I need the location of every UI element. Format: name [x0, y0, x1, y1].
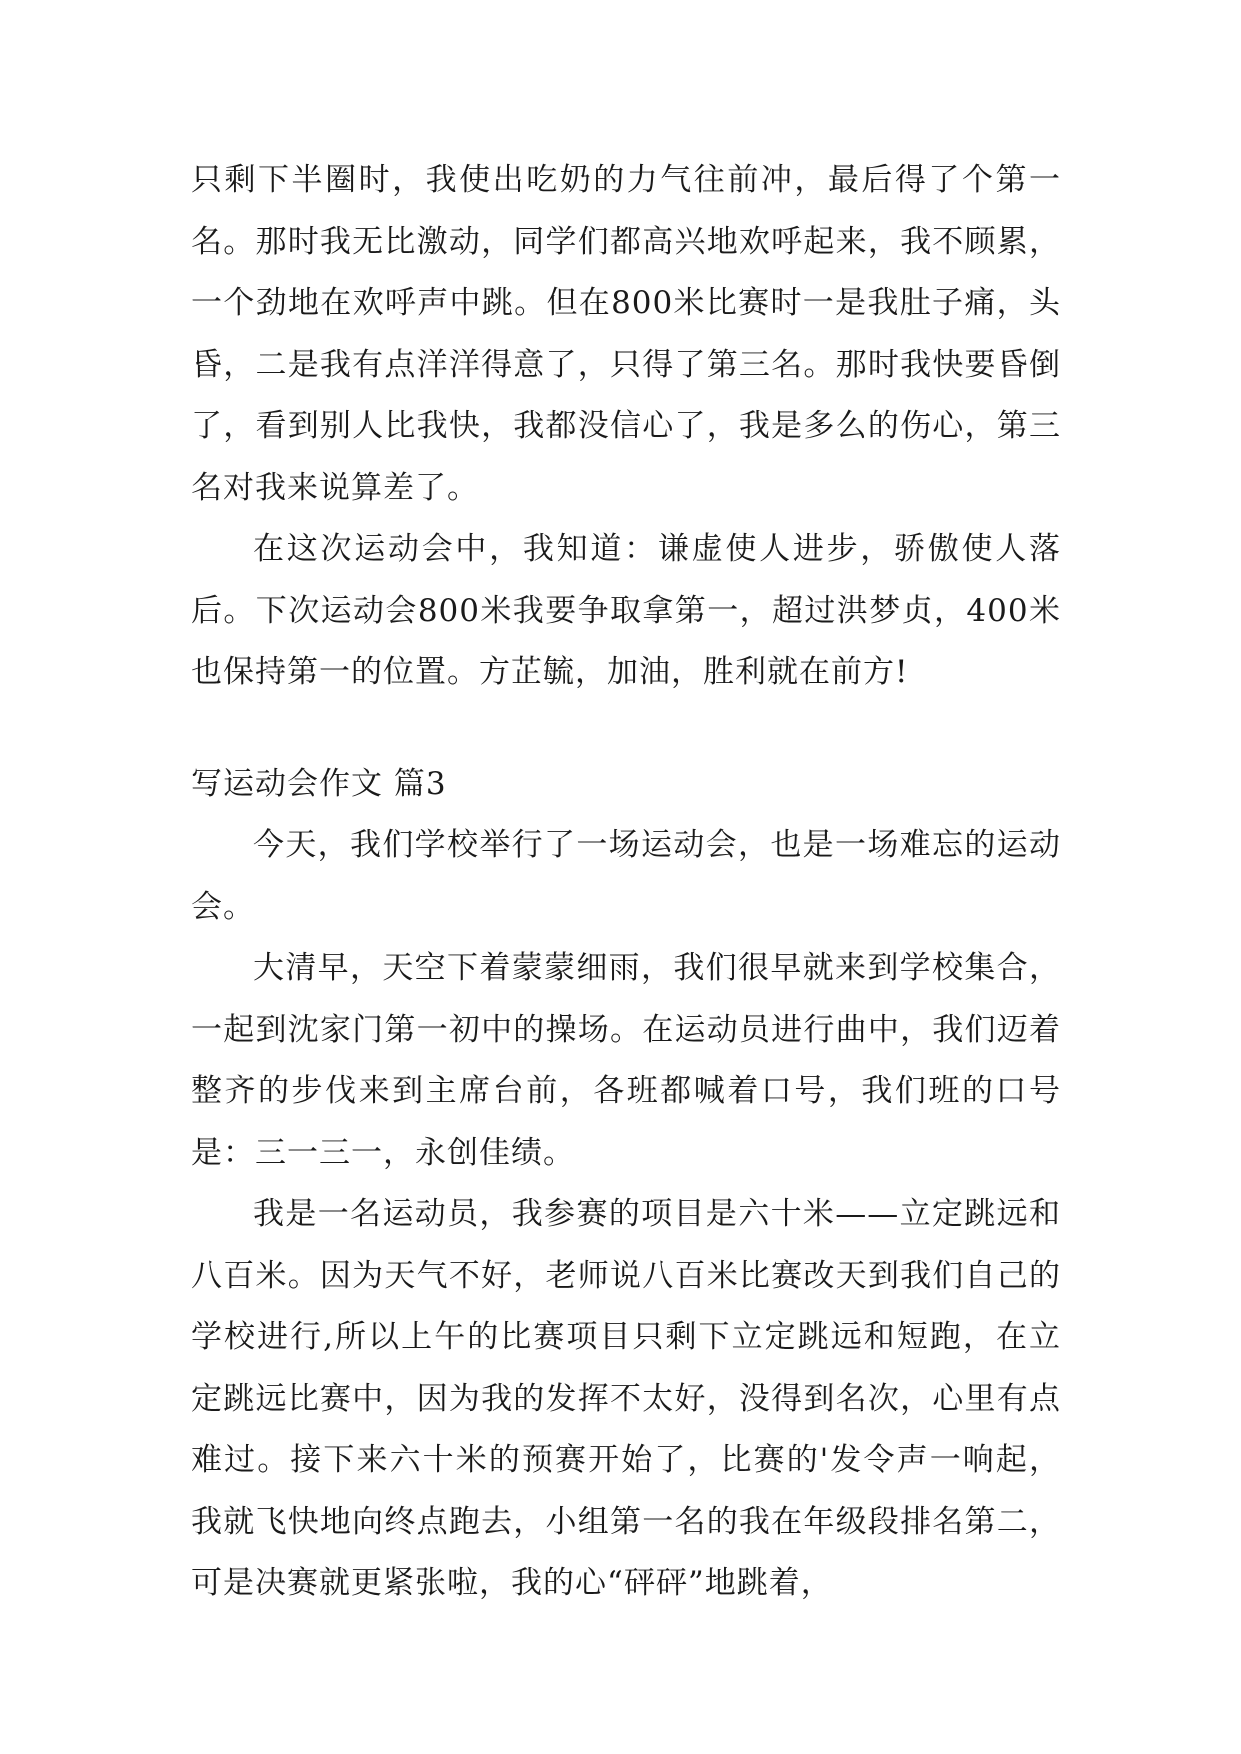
paragraph-1: 只剩下半圈时，我使出吃奶的力气往前冲，最后得了个第一名。那时我无比激动，同学们都高兴地欢呼起来，我不顾累，一个劲地在欢呼声中跳。但在800米比赛时一是我肚子痛，头昏，二是我有点洋洋得意了，只得了第三名。那时我快要昏倒了，看到别人比我快，我都没信心了，我是多么的伤心，第三名对我来说算差了。 [191, 162, 1061, 506]
section-title: 写运动会作文 篇3 [191, 765, 447, 802]
paragraph-2: 在这次运动会中，我知道：谦虚使人进步，骄傲使人落后。下次运动会800米我要争取拿第一，超过洪梦贞，400米也保持第一的位置。方芷毓，加油，胜利就在前方! [191, 531, 1061, 690]
paragraph-3: 今天，我们学校举行了一场运动会，也是一场难忘的运动会。 [191, 827, 1061, 925]
paragraph-4: 大清早，天空下着蒙蒙细雨，我们很早就来到学校集合，一起到沈家门第一初中的操场。在运动员进行曲中，我们迈着整齐的步伐来到主席台前，各班都喊着口号，我们班的口号是：三一三一，永创佳绩。 [191, 950, 1061, 1171]
document-body [191, 150, 1061, 1615]
paragraph-5: 我是一名运动员，我参赛的项目是六十米——立定跳远和八百米。因为天气不好，老师说八百米比赛改天到我们自己的学校进行,所以上午的比赛项目只剩下立定跳远和短跑，在立定跳远比赛中，因为我的发挥不太好，没得到名次，心里有点难过。接下来六十米的预赛开始了，比赛的'发令声一响起，我就飞快地向终点跑去，小组第一名的我在年级段排名第二，可是决赛就更紧张啦，我的心“砰砰”地跳着， [191, 1196, 1061, 1601]
